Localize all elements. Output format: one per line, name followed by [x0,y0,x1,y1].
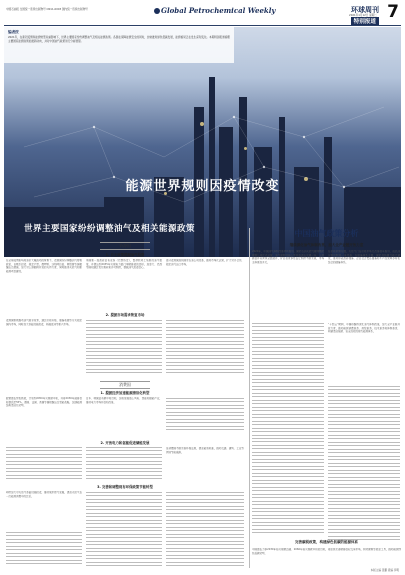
right-subhead-2: 完善碳税政策，构建绿色低碳的能源体系 [295,540,358,544]
right-subhead: 继续深化油气体制改革，加大全产业链开放力度 [289,243,364,247]
left-headline: 世界主要国家纷纷调整油气及相关能源政策 [24,224,196,234]
china-policy-article [252,228,401,568]
text-block [6,447,82,482]
text-block [252,323,324,536]
article-paragraph: 2020年，中国油气体制改革持续推进。国家石油天然气管网集团有限公司正式运营，油气管网设施公平开放迈出关键一步。上游勘查开采领域全面放开，矿业权竞争性出让制度不断完善，市场主体更加多元。 [252,250,324,264]
section-source-label: 消费国 [100,381,150,389]
text-block [86,447,162,482]
editor-note-box [4,27,234,63]
article-paragraph: 中国提出力争2030年前实现碳达峰、2060年前实现碳中和的目标，将加快完善碳排放权交易市场，研究碳税等政策工具，推动能源绿色低碳转型。 [252,548,401,555]
masthead [4,2,401,26]
text-block [86,320,162,376]
newspaper-logo: Global Petrochemical Weekly [154,6,276,15]
article-paragraph: 在全球疫情影响和油价大幅波动的背景下，资源国纷纷调整油气财税政策，以吸引投资、稳定产量。俄罗斯、沙特阿拉伯、阿联酋等国相继出台措施，加大对上游勘探开发的支持力度，同时推进天然气和新能源项目建设。 [6,259,82,273]
section-label: 特别报道 [351,17,379,25]
text-block [166,492,244,569]
page-number: 7 [387,2,399,22]
column-divider [249,228,250,568]
editor-note-text: 2021年，在新冠疫情和能源转型双重影响下，世界主要国家纷纷调整油气及相关能源政策。各国在保障能源安全的同时，加快推进绿色低碳发展，能源格局正在发生深刻变化。本期特别报道梳理主要国家能源政策的最新动向，并对中国油气政策进行分析展望。 [8,36,230,43]
left-headline-banner [4,218,244,240]
masthead-meta: 中国石油报 全国统一连续出版物号 CN11-0003 国内统一连续出版物号 [6,8,88,11]
text-block [328,386,400,543]
section-source-label: 资源国 [100,242,150,250]
article-paragraph: 部分资源国加快国家石油公司改革，推动市场化运营，扩大对外合作，稳定油气出口市场。 [166,259,244,266]
text-block [166,398,244,433]
column-name: 环球周刊 [351,6,379,14]
article-subhead: 2. 提振市场需求恢复市场 [105,313,145,317]
article-paragraph: 各消费国不断完善环保法规，提高能效标准，推动交通、建筑、工业等领域节能减排。 [166,447,244,454]
article-subhead: 3. 完善和调整现有环保政策节能转型 [97,485,153,489]
article-paragraph: 欧盟提出绿色新政，计划到2050年实现碳中和，并将2030年减排目标提高至55%。德国、法国、英国等国相继出台氢能战略，加速能源结构清洁化转型。 [6,397,82,407]
article-subhead: 2. 开放电力和氢能促进储能发展 [100,441,150,445]
article-paragraph: 印度加大对天然气基础设施投资，推动城市燃气发展，提高天然气在一次能源消费中的比重。 [6,491,82,498]
article-paragraph: 日本、韩国宣布碳中和目标，加快发展海上风电、氢能和储能产业，推动电力市场开放和改革。 [86,397,162,404]
text-block [86,492,162,569]
article-subhead: 1. 自主政策提振油气投资 [105,253,145,257]
article-paragraph: 在价格机制方面，天然气门站价格市场化改革稳步推进，成品油价格机制进一步完善。在储备体系方面，国家加快储气能力建设，推动形成政府储备、企业社会责任储备和生产经营库存有机结合的储备体系。 [328,250,400,264]
text-block [166,320,244,376]
article-subhead: 1. 提振经济加速能源清洁化转型 [100,391,150,395]
globe-icon [154,8,160,14]
article-paragraph: 美国新一届政府宣布重返《巴黎协定》，暂停联邦土地新的油气租赁，并提出到2035年实现电力部门零碳排放的目标。加拿大、巴西等国则通过优化税收和许可制度，提振油气投资信心。 [86,259,162,269]
right-headline: 中国油气政策分析 [294,229,359,238]
editor-note-label: 编者按 [8,30,19,34]
feature-headline: 能源世界规则因疫情改变 [125,179,280,194]
article-paragraph: 资源国积极推动油气需求恢复，通过价格补贴、储备收储等方式稳定国内市场，同时加大基础设施投资，拓展亚洲等新兴市场。 [6,319,82,326]
article-paragraph: “十四五”期间，中国将继续深化油气体制改革，加大全产业链开放力度，推动能源消费革命、供给革命、技术革命和体制革命，构建清洁低碳、安全高效的现代能源体系。 [328,323,400,333]
text-block [6,532,82,567]
issue-date: 2021年1月12日 星期二 [349,14,377,17]
page-credits: 本版主编 张鹏 责编 李明 [370,569,399,572]
